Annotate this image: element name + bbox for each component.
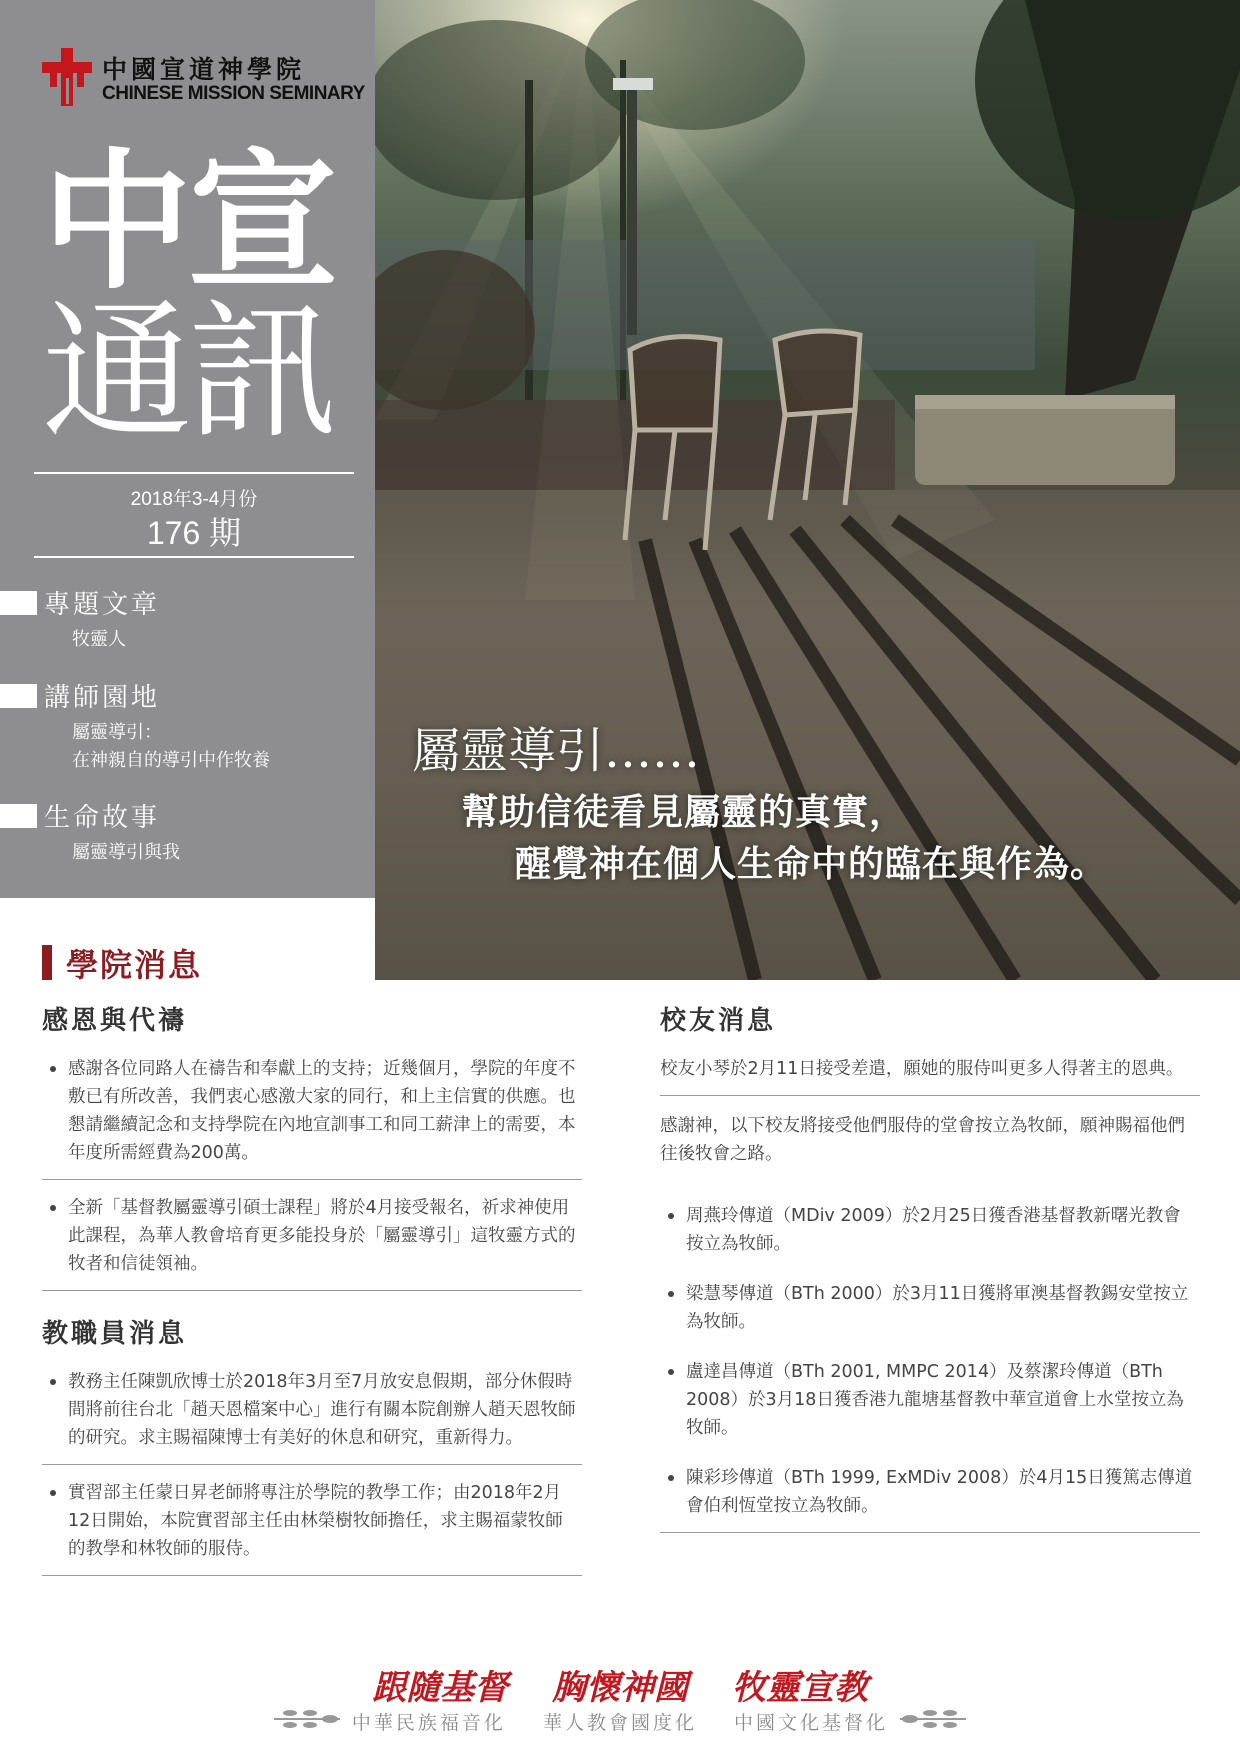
divider [34,472,354,474]
alumni-item: 陳彩珍傳道（BTh 1999, ExMDiv 2008）於4月15日獲篤志傳道會伯利恆堂按立為牧師。 [660,1464,1200,1520]
tagline-item: 中華民族福音化 [351,1712,506,1734]
toc-heading-lecturer[interactable]: 講師園地 [44,683,161,713]
newsletter-title-line1: 中宣 [42,136,335,310]
tagline-item: 華人教會國度化 [542,1712,697,1734]
cover-quote-line3: 醒覺神在個人生命中的臨在與作為。 [515,843,1108,885]
divider [34,556,354,558]
toc-marker [0,804,37,828]
cover-photo [375,0,1240,980]
tagline [0,1708,1240,1735]
toc-sub-life-story: 屬靈導引與我 [72,842,180,863]
toc-marker [0,684,37,708]
thanks-item: 感謝各位同路人在禱告和奉獻上的支持；近幾個月，學院的年度不敷已有所改善，我們衷心感激大家的同行，和上主信實的供應。也懇請繼續記念和支持學院在內地宣訓事工和同工薪津上的需要，本年度所需經費為200萬。 [42,1055,582,1180]
seminary-logo [42,48,365,108]
cross-logo-icon [42,48,92,106]
staff-item: 教務主任陳凱欣博士於2018年3月至7月放安息假期，部分休假時間將前往台北「趙天恩檔案中心」進行有關本院創辦人趙天恩牧師的研究。求主賜福陳博士有美好的休息和研究，重新得力。 [42,1368,582,1465]
divider [660,1532,1200,1533]
heading-alumni: 校友消息 [660,1006,777,1036]
alumni-item: 盧達昌傳道（BTh 2001, MMPC 2014）及蔡潔玲傳道（BTh 2008）於3月18日獲香港九龍塘基督教中華宣道會上水堂按立為牧師。 [660,1358,1200,1442]
heading-staff: 教職員消息 [42,1319,188,1349]
alumni-item: 周燕玲傳道（MDiv 2009）於2月25日獲香港基督教新曙光教會按立為牧師。 [660,1202,1200,1258]
org-name-en: CHINESE MISSION SEMINARY [102,83,365,104]
alumni-intro: 感謝神，以下校友將接受他們服侍的堂會按立為牧師，願神賜福他們往後牧會之路。 [660,1116,1185,1164]
issue-date: 2018年3-4月份 [130,489,258,510]
cover-quote-line1: 屬靈導引…… [412,723,701,779]
org-name-zh: 中國宣道神學院 [102,55,306,84]
section-marker [42,945,52,980]
thanks-item: 全新「基督教屬靈導引碩士課程」將於4月接受報名，祈求神使用此課程，為華人教會培育更多能投身於「屬靈導引」這牧靈方式的牧者和信徒領袖。 [42,1194,582,1291]
news-right-column [660,1000,1200,1533]
toc-sub-feature: 牧靈人 [72,629,126,650]
staff-item: 實習部主任蒙日昇老師將專注於學院的教學工作；由2018年2月12日開始，本院實習部主任由林榮樹牧師擔任，求主賜福蒙牧師的教學和林牧師的服侍。 [42,1479,582,1576]
motto-item: 胸懷神國 [552,1668,688,1708]
motto-item: 跟隨基督 [372,1668,509,1708]
toc-heading-life-story[interactable]: 生命故事 [44,803,161,833]
toc-heading-feature[interactable]: 專題文章 [44,590,161,620]
tagline-item: 中國文化基督化 [734,1712,889,1734]
issue-number: 176 期 [146,515,242,551]
masthead-sidebar [0,0,375,898]
newsletter-title-line2: 通訊 [42,286,335,460]
leaf-ornament-right-icon [898,1706,968,1732]
alumni-intro: 校友小琴於2月11日接受差遣，願她的服侍叫更多人得著主的恩典。 [660,1055,1200,1096]
toc-marker [0,591,37,615]
toc-sub-lecturer-1: 屬靈導引： [72,722,162,743]
motto [0,1660,1240,1709]
heading-thanks: 感恩與代禱 [42,1006,188,1036]
motto-item: 牧靈宣教 [731,1668,868,1708]
alumni-item: 梁慧琴傳道（BTh 2000）於3月11日獲將軍澳基督教錫安堂按立為牧師。 [660,1280,1200,1336]
cover-quote-line2: 幫助信徒看見屬靈的真實， [462,791,907,833]
news-left-column [42,1000,582,1590]
toc-sub-lecturer-2: 在神親自的導引中作牧養 [72,750,270,771]
section-title-news: 學院消息 [66,946,203,984]
